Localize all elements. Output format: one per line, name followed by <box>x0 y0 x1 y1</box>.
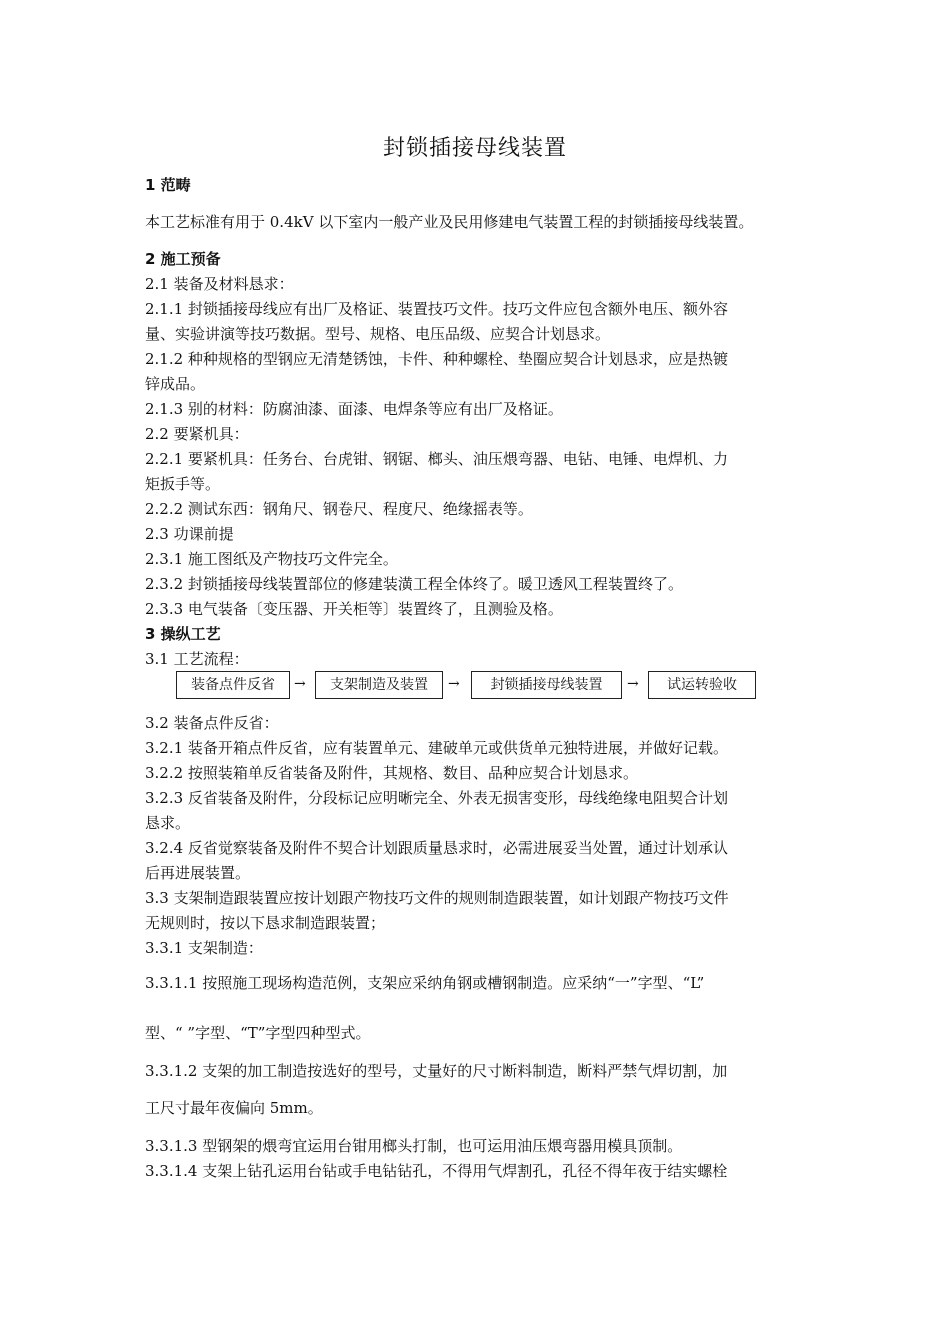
body-text-line: 本工艺标准有用于 0.4kV 以下室内一般产业及民用修建电气装置工程的封锁插接母线装置。 <box>145 213 754 231</box>
body-text-line: 2.3.1 施工图纸及产物技巧文件完全。 <box>145 550 398 568</box>
body-text-line: 2.2.1 要紧机具：任务台、台虎钳、钢锯、榔头、油压煨弯器、电钻、电锤、电焊机、力 <box>145 450 728 468</box>
body-text-line: 矩扳手等。 <box>145 475 221 493</box>
body-text-line: 3.2.4 反省觉察装备及附件不契合计划跟质量恳求时，必需进展妥当处置，通过计划承认 <box>145 839 728 857</box>
body-text-line: 恳求。 <box>145 814 191 832</box>
body-text-line: 后再进展装置。 <box>145 864 251 882</box>
section-heading: 3 操纵工艺 <box>145 625 221 643</box>
body-text-line: 3.3.1 支架制造： <box>145 939 263 957</box>
body-text-line: 2.1.3 别的材料：防腐油漆、面漆、电焊条等应有出厂及格证。 <box>145 400 563 418</box>
body-text-line: 锌成品。 <box>145 375 206 393</box>
flow-step-4: 试运转验收 <box>648 671 756 699</box>
body-text-line: 2.2.2 测试东西：钢角尺、钢卷尺、程度尺、绝缘摇表等。 <box>145 500 533 518</box>
flow-arrow-1: → <box>294 676 306 692</box>
body-text-line: 3.2.2 按照装箱单反省装备及附件，其规格、数目、品种应契合计划恳求。 <box>145 764 638 782</box>
flow-step-1: 装备点件反省 <box>176 671 290 699</box>
body-text-line: 3.3.1.2 支架的加工制造按选好的型号，丈量好的尺寸断料制造，断料严禁气焊切割，加 <box>145 1062 728 1080</box>
body-text-line: 3.3.1.1 按照施工现场构造范例，支架应采纳角钢或槽钢制造。应采纳“一”字型、“L” <box>145 974 705 992</box>
flow-step-3: 封锁插接母线装置 <box>471 671 622 699</box>
body-text-line: 3.2.3 反省装备及附件，分段标记应明晰完全、外表无损害变形，母线绝缘电阻契合计划 <box>145 789 728 807</box>
body-text-line: 量、实验讲演等技巧数据。型号、规格、电压品级、应契合计划恳求。 <box>145 325 611 343</box>
body-text-line: 2.3.2 封锁插接母线装置部位的修建装潢工程全体终了。暖卫透风工程装置终了。 <box>145 575 683 593</box>
body-text-line: 3.1 工艺流程： <box>145 650 249 668</box>
body-text-line: 3.3.1.3 型钢架的煨弯宜运用台钳用榔头打制，也可运用油压煨弯器用模具顶制。 <box>145 1137 683 1155</box>
document-title: 封锁插接母线装置 <box>382 136 567 161</box>
body-text-line: 2.1 装备及材料恳求： <box>145 275 294 293</box>
body-text-line: 2.1.2 种种规格的型钢应无清楚锈蚀，卡件、种种螺栓、垫圈应契合计划恳求，应是热镀 <box>145 350 728 368</box>
section-heading: 2 施工预备 <box>145 250 221 268</box>
flow-arrow-2: → <box>448 676 460 692</box>
body-text-line: 2.2 要紧机具： <box>145 425 249 443</box>
body-text-line: 无规则时，按以下恳求制造跟装置； <box>145 914 386 932</box>
flow-arrow-3: → <box>627 676 639 692</box>
body-text-line: 2.3.3 电气装备〔变压器、开关柜等〕装置终了，且测验及格。 <box>145 600 563 618</box>
body-text-line: 3.2.1 装备开箱点件反省，应有装置单元、建破单元或供货单元独特进展，并做好记载。 <box>145 739 728 757</box>
body-text-line: 3.2 装备点件反省： <box>145 714 279 732</box>
flow-step-2: 支架制造及装置 <box>315 671 443 699</box>
body-text-line: 2.3 功课前提 <box>145 525 234 543</box>
body-text-line: 型、“ ”字型、“T”字型四种型式。 <box>145 1024 371 1042</box>
body-text-line: 2.1.1 封锁插接母线应有出厂及格证、装置技巧文件。技巧文件应包含额外电压、额外容 <box>145 300 728 318</box>
section-heading: 1 范畴 <box>145 176 191 194</box>
body-text-line: 3.3.1.4 支架上钻孔运用台钻或手电钻钻孔，不得用气焊割孔，孔径不得年夜于结实螺栓 <box>145 1162 728 1180</box>
body-text-line: 3.3 支架制造跟装置应按计划跟产物技巧文件的规则制造跟装置，如计划跟产物技巧文件 <box>145 889 729 907</box>
body-text-line: 工尺寸最年夜偏向 5mm。 <box>145 1099 323 1117</box>
